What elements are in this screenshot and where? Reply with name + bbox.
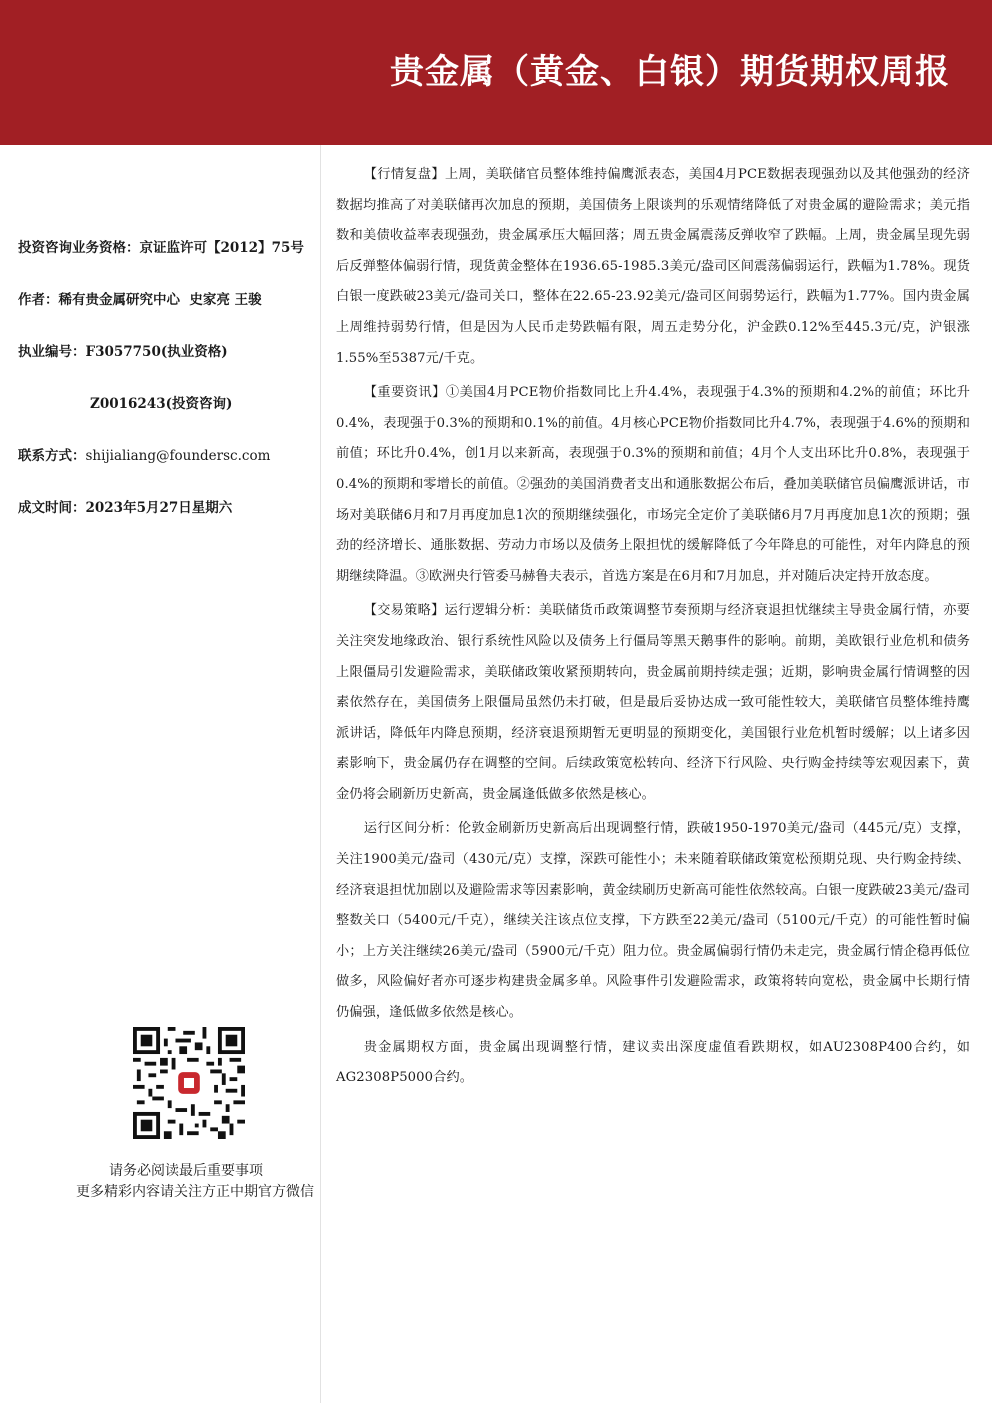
trading-strategy-paragraph: 【交易策略】运行逻辑分析：美联储货币政策调整节奏预期与经济衰退担忧继续主导贵金属行情，亦要关注突发地缘政治、银行系统性风险以及债务上行僵局等黑天鹅事件的影响。前期，美欧银行业危机和债务上限僵局引发避险需求，美联储政策收紧预期转向，贵金属前期持续走强；近期，影响贵金属行情调整的因素依然存在，美国债务上限僵局虽然仍未打破，但是最后妥协达成一致可能性较大，美联储官员整体维持鹰派讲话，降低年内降息预期，经济衰退预期暂无更明显的预期变化，美国银行业危机暂时缓解；以上诸多因素影响下，贵金属仍存在调整的空间。后续政策宽松转向、经济下行风险、央行购金持续等宏观因素下，黄金仍将会刷新历史新高，贵金属逢低做多依然是核心。: [336, 603, 970, 802]
contact-email[interactable]: shijialiang@foundersc.com: [85, 448, 271, 464]
meta-label: 联系方式：: [18, 448, 86, 464]
meta-consult-no: [18, 394, 318, 446]
meta-author: [18, 290, 318, 342]
header-banner: [0, 0, 992, 145]
meta-value: F3057750(执业资格): [85, 344, 228, 360]
market-review-paragraph: 【行情复盘】上周，美联储官员整体维持偏鹰派表态，美国4月PCE数据表现强劲以及其他强劲的经济数据均推高了对美联储再次加息的预期，美国债务上限谈判的乐观情绪降低了对贵金属的避险需求；美元指数和美债收益率表现强劲，贵金属承压大幅回落；周五贵金属震荡反弹收窄了跌幅。上周，贵金属呈现先弱后反弹整体偏弱行情，现货黄金整体在1936.65-1985.3美元/盎司区间震荡偏弱运行，跌幅为1.78%。现货白银一度跌破23美元/盎司关口，整体在22.65-23.92美元/盎司区间弱势运行，跌幅为1.77%。国内贵金属上周维持弱势行情，但是因为人民币走势跌幅有限，周五走势分化，沪金跌0.12%至445.3元/克，沪银涨1.55%至5387元/千克。: [336, 167, 970, 366]
meta-contact: [18, 446, 318, 498]
meta-license-no: [18, 342, 318, 394]
disclaimer-notice: 请务必阅读最后重要事项: [109, 1163, 263, 1179]
meta-value: 京证监许可【2012】75号: [139, 240, 304, 256]
report-body: [336, 160, 970, 1098]
key-news-paragraph: 【重要资讯】①美国4月PCE物价指数同比上升4.4%，表现强于4.3%的预期和4.2%的前值；环比升0.4%，表现强于0.3%的预期和0.1%的前值。4月核心PCE物价指数同比升4.7%，表现强于4.6%的预期和前值；环比升0.4%，创1月以来新高，表现强于0.3%的预期和前值；4月个人支出环比升0.8%，表现强于0.4%的预期和零增长的前值。②强劲的美国消费者支出和通胀数据公布后，叠加美联储官员偏鹰派讲话，市场对美联储6月和7月再度加息1次的预期继续强化，市场完全定价了美联储6月7月再度加息1次的预期；强劲的经济增长、通胀数据、劳动力市场以及债务上限担忧的缓解降低了今年降息的可能性，对年内降息的预期继续降温。③欧洲央行管委马赫鲁夫表示，首选方案是在6月和7月加息，并对随后决定持开放态度。: [336, 385, 970, 584]
meta-value: Z0016243(投资咨询): [90, 396, 233, 412]
meta-label: 作者：: [18, 292, 59, 308]
report-meta: [18, 238, 318, 550]
wechat-follow-text: 更多精彩内容请关注方正中期官方微信: [76, 1184, 314, 1200]
meta-label: 执业编号：: [18, 344, 86, 360]
meta-label: 成文时间：: [18, 500, 86, 516]
sidebar: [0, 145, 321, 1403]
options-paragraph: 贵金属期权方面，贵金属出现调整行情，建议卖出深度虚值看跌期权，如AU2308P400合约，如AG2308P5000合约。: [336, 1039, 970, 1086]
meta-label: 投资咨询业务资格：: [18, 240, 140, 256]
meta-date: [18, 498, 318, 550]
meta-qualification: [18, 238, 318, 290]
qr-code-icon[interactable]: [133, 1027, 245, 1139]
meta-value: 2023年5月27日星期六: [85, 500, 233, 516]
meta-value: 稀有贵金属研究中心 史家亮 王骏: [58, 292, 262, 308]
range-analysis-paragraph: 运行区间分析：伦敦金刷新历史新高后出现调整行情，跌破1950-1970美元/盎司（445元/克）支撑，关注1900美元/盎司（430元/克）支撑，深跌可能性小；未来随着联储政策宽松预期兑现、央行购金持续、经济衰退担忧加剧以及避险需求等因素影响，黄金续刷历史新高可能性依然较高。白银一度跌破23美元/盎司整数关口（5400元/千克），继续关注该点位支撑，下方跌至22美元/盎司（5100元/千克）的可能性暂时偏小；上方关注继续26美元/盎司（5900元/千克）阻力位。贵金属偏弱行情仍未走完，贵金属行情企稳再低位做多，风险偏好者亦可逐步构建贵金属多单。风险事件引发避险需求，政策将转向宽松，贵金属中长期行情仍偏强，逢低做多依然是核心。: [336, 821, 970, 1021]
report-title: 贵金属（黄金、白银）期货期权周报: [390, 52, 950, 92]
